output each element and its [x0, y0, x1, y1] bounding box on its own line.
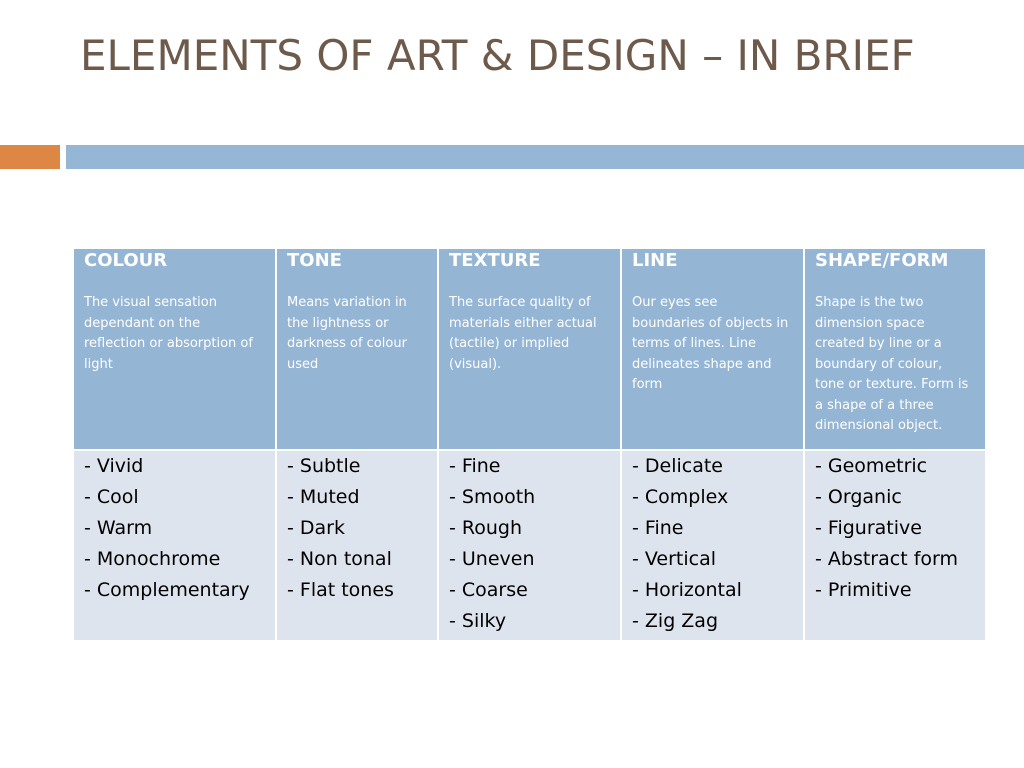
items-cell-tone [276, 450, 438, 641]
list-item: - Monochrome [84, 548, 221, 570]
column-description: Means variation in the lightness or darkness of colour used [287, 295, 407, 372]
list-item: - Muted [287, 486, 360, 508]
list-item: - Subtle [287, 455, 361, 477]
header-cell-shape-form [804, 248, 986, 450]
list-item: - Organic [815, 486, 902, 508]
items-cell-shape-form [804, 450, 986, 641]
item-list [449, 451, 610, 637]
table-header-row [73, 248, 986, 450]
items-cell-texture [438, 450, 621, 641]
column-description: The surface quality of materials either actual (tactile) or implied (visual). [449, 295, 597, 372]
column-title: SHAPE/FORM [815, 250, 949, 271]
table-body-row [73, 450, 986, 641]
list-item: - Non tonal [287, 548, 392, 570]
column-description: Our eyes see boundaries of objects in terms of lines. Line delineates shape and form [632, 295, 789, 392]
list-item: - Smooth [449, 486, 536, 508]
list-item: - Zig Zag [632, 610, 719, 632]
list-item: - Fine [449, 455, 501, 477]
list-item: - Abstract form [815, 548, 958, 570]
list-item: - Fine [632, 517, 684, 539]
accent-bar-blue [66, 145, 1024, 169]
accent-bar-orange [0, 145, 60, 169]
elements-table [72, 247, 987, 642]
column-title: TONE [287, 250, 342, 271]
list-item: - Flat tones [287, 579, 394, 601]
item-list [632, 451, 793, 637]
list-item: - Delicate [632, 455, 724, 477]
list-item: - Complex [632, 486, 729, 508]
list-item: - Primitive [815, 579, 912, 601]
items-cell-colour [73, 450, 276, 641]
list-item: - Horizontal [632, 579, 742, 601]
item-list [287, 451, 427, 606]
list-item: - Vivid [84, 455, 144, 477]
list-item: - Figurative [815, 517, 922, 539]
list-item: - Vertical [632, 548, 717, 570]
column-title: LINE [632, 250, 678, 271]
list-item: - Dark [287, 517, 345, 539]
column-description: Shape is the two dimension space created by line or a boundary of colour, tone or texture. Form is a shape of a three dimensional object. [815, 295, 969, 433]
list-item: - Geometric [815, 455, 928, 477]
items-cell-line [621, 450, 804, 641]
header-cell-colour [73, 248, 276, 450]
header-cell-line [621, 248, 804, 450]
slide-title: ELEMENTS OF ART & DESIGN – IN BRIEF [80, 31, 915, 80]
list-item: - Cool [84, 486, 139, 508]
item-list [84, 451, 265, 606]
column-title: COLOUR [84, 250, 168, 271]
header-cell-tone [276, 248, 438, 450]
list-item: - Warm [84, 517, 153, 539]
column-description: The visual sensation dependant on the reflection or absorption of light [84, 295, 253, 372]
header-cell-texture [438, 248, 621, 450]
list-item: - Uneven [449, 548, 535, 570]
item-list [815, 451, 975, 606]
list-item: - Coarse [449, 579, 528, 601]
list-item: - Silky [449, 610, 507, 632]
list-item: - Complementary [84, 579, 250, 601]
list-item: - Rough [449, 517, 523, 539]
column-title: TEXTURE [449, 250, 541, 271]
